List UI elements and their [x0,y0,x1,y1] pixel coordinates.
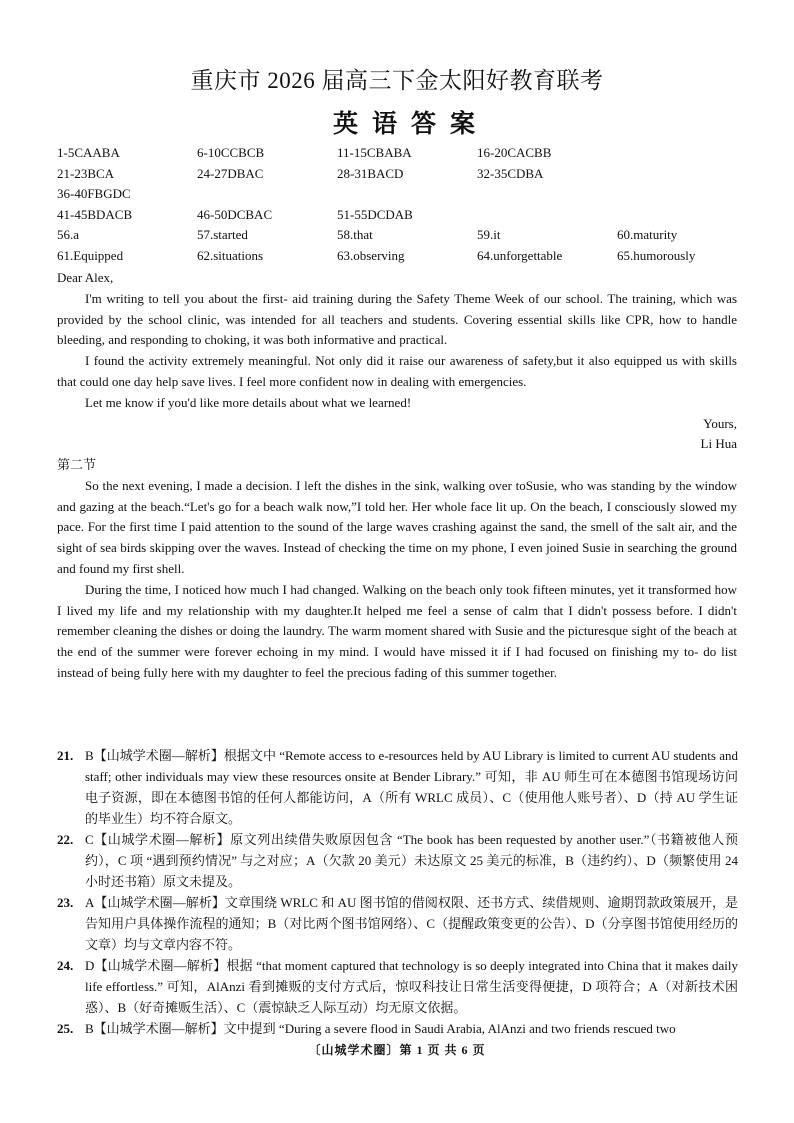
explanations [57,745,738,1039]
answer-cell [477,205,617,226]
answer-cell: 21-23BCA [57,165,115,181]
answer-cell: 65.humorously [617,247,696,263]
answer-cell [617,205,757,226]
story-paragraph: During the time, I noticed how much I had changed. Walking on the beach only took fifteen minutes, yet it transformed how I lived my life and my relationship with my daughter.It helped me feel a sense of calm that I didn't possess before. I didn't remember cleaning the dishes or doing the laundry. The warm moment shared with Susie and the picturesque sight of the beach at the end of the summer were forever echoing in my mind. I would have missed it if I had focused on finishing my to- do list instead of being fully here with my daughter to feel the precious fading of this summer together. [57,581,737,680]
explanation-item [57,955,738,1018]
answer-cell: 51-55DCDAB [337,206,413,222]
explanation-item [57,829,738,892]
answer-row [57,164,757,185]
section-2 [57,455,737,684]
answer-row [57,205,757,226]
explanation-item [57,745,738,829]
answer-cell: 62.situations [197,247,264,263]
answer-cell: 16-20CACBB [477,145,552,160]
letter [57,268,737,455]
item-text: D【山城学术圈—解析】根据 “that moment captured that technology is so deeply integrated into China that it makes daily life effortless.” 可知，AlAnzi 看到摊贩的支付方式后，惊叹科技让日常生活变得便捷，D 项符合；A（对新技术困惑）、B（好奇摊贩生活）、C（震惊缺乏人际互动）均无原文依据。 [85,958,738,1015]
item-number: 23. [57,895,74,910]
letter-paragraph: I found the activity extremely meaningful. Not only did it raise our awareness of safety,but it also equipped us with skills that could one day help save lives. I feel more confident now in dealing with emergencies. [57,353,737,389]
answer-cell: 58.that [337,227,373,243]
answer-cell: 59.it [477,227,501,243]
answer-row [57,225,757,246]
story-paragraph: So the next evening, I made a decision. I left the dishes in the sink, walking over toSusie, who was standing by the window and gazing at the beach.“Let's go for a beach walk now,”I told her. Her whole face lit up. On the beach, I consciously slowed my pace. For the first time I paid attention to the sound of the large waves crashing against the sand, the smell of the salt air, and the sight of sea birds skipping over the waves. Instead of checking the time on my phone, I even joined Susie in searching the ground and found my first shell. [57,477,737,576]
answer-cell: 57.started [197,227,248,243]
letter-paragraph: I'm writing to tell you about the first- aid training during the Safety Theme Week of our school. The training, which was provided by the school clinic, was intended for all teachers and students. Covering essential skills like CPR, how to handle bleeding, and responding to choking, it was both informative and practical. [57,290,737,348]
explanation-item [57,1018,738,1039]
answer-cell: 32-35CDBA [477,165,544,181]
letter-closing: Yours, [703,415,737,431]
answer-key [57,143,757,267]
answer-cell: 36-40FBGDC [57,186,131,202]
item-number: 24. [57,958,74,973]
letter-salutation: Dear Alex, [57,270,114,285]
page-title: 重庆市 2026 届高三下金太阳好教育联考 [190,68,604,93]
answer-cell [337,184,477,205]
answer-cell [197,184,337,205]
answer-cell: 64.unforgettable [477,247,563,263]
answer-cell: 63.observing [337,247,405,263]
answer-row [57,143,757,164]
page-footer: 〔山城学术圈〕第 1 页 共 6 页 [308,1043,486,1057]
item-text: B【山城学术圈—解析】根据文中 “Remote access to e-resources held by AU Library is limited to current AU students and staff; other individuals may view these resources onsite at Bender Library.” 可知，非 AU 师生可在本德图书馆现场访问电子资源，即在本德图书馆的任何人都能访问，A（所有 WRLC 成员）、C（使用他人账号者）、D（持 AU 学生证的毕业生）均不符合原文。 [85,748,738,826]
answer-cell: 1-5CAABA [57,145,120,160]
section-heading: 第二节 [57,457,97,472]
answer-cell [617,143,757,164]
answer-cell [617,164,757,185]
item-number: 22. [57,832,74,847]
answer-cell: 24-27DBAC [197,165,264,181]
answer-cell: 46-50DCBAC [197,206,273,222]
item-text: B【山城学术圈—解析】文中提到 “During a severe flood in Saudi Arabia, AlAnzi and two friends rescued two [85,1021,676,1036]
page-subtitle: 英语答案 [332,111,489,138]
answer-cell: 61.Equipped [57,247,124,263]
answer-cell: 11-15CBABA [337,145,412,160]
answer-cell [617,184,757,205]
answer-cell: 60.maturity [617,227,678,243]
explanation-item [57,892,738,955]
item-text: A【山城学术圈—解析】文章围绕 WRLC 和 AU 图书馆的借阅权限、还书方式、续借规则、逾期罚款政策展开，是告知用户具体操作流程的通知；B（对比两个图书馆网络）、C（提醒政策变更的公告）、D（分享图书馆使用经历的文章）均与文章内容不符。 [85,895,738,952]
letter-paragraph: Let me know if you'd like more details about what we learned! [85,394,412,410]
answer-cell: 28-31BACD [337,165,404,181]
answer-cell: 41-45BDACB [57,206,133,222]
answer-row [57,184,757,205]
letter-signature: Li Hua [700,436,737,452]
item-number: 25. [57,1021,74,1036]
answer-cell [477,184,617,205]
item-text: C【山城学术圈—解析】原文列出续借失败原因包含 “The book has been requested by another user.”（书籍被他人预约），C 项 “遇到预约情况” 与之对应；A（欠款 20 美元）未达原文 25 美元的标准，B（违约约）、D（频繁使用 24 小时还书箱）原文未提及。 [85,832,738,889]
answer-cell: 6-10CCBCB [197,145,265,160]
item-number: 21. [57,748,74,763]
answer-row [57,246,757,267]
answer-cell: 56.a [57,227,80,243]
